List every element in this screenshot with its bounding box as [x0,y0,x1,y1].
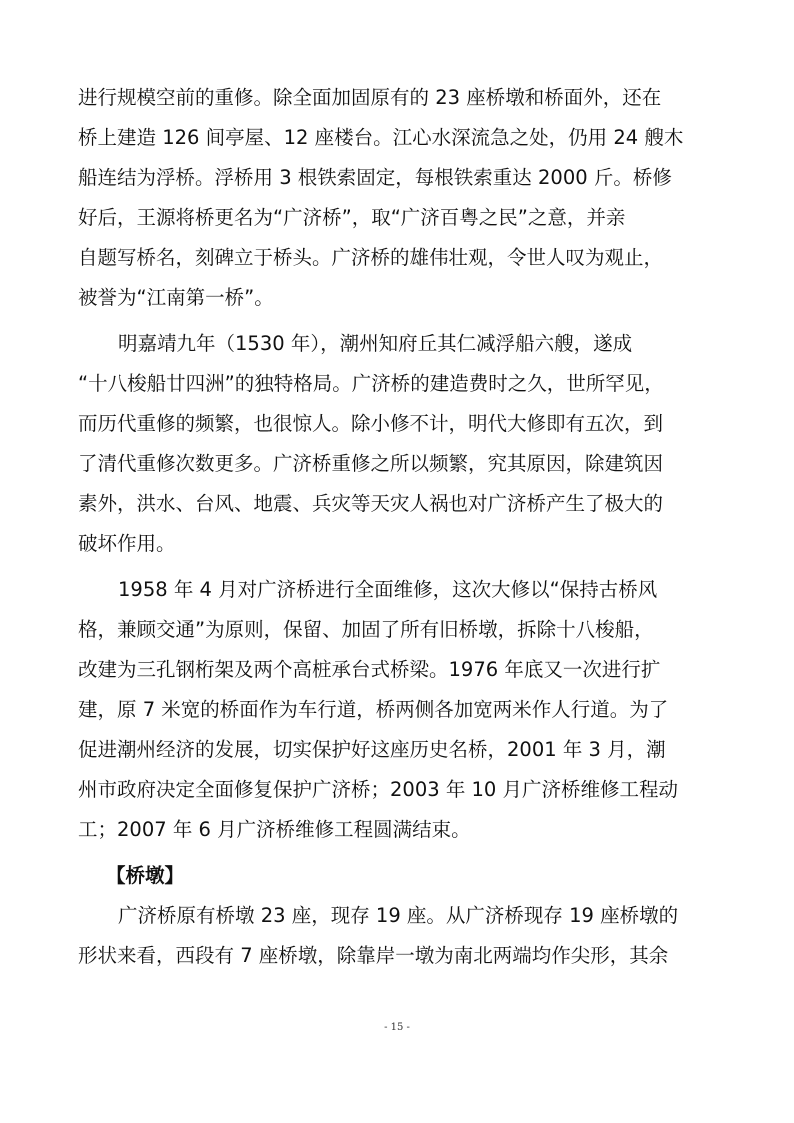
paragraph-4 [78,896,718,976]
paragraph-3 [78,570,718,850]
body-text [78,78,718,976]
text-line: 桥上建造 126 间亭屋、12 座楼台。江心水深流急之处，仍用 24 艘木 [78,126,684,149]
section-heading: 【桥墩】 [106,864,185,887]
text-line: 改建为三孔钢桁架及两个高桩承台式桥梁。1976 年底又一次进行扩 [78,658,661,681]
text-line: 州市政府决定全面修复保护广济桥；2003 年 10 月广济桥维修工程动 [78,778,679,801]
text-line: 破坏作用。 [78,532,176,555]
paragraph-1 [78,78,718,318]
text-line: 进行规模空前的重修。除全面加固原有的 23 座桥墩和桥面外，还在 [78,86,662,109]
text-line: 格，兼顾交通”为原则，保留、加固了所有旧桥墩，拆除十八梭船， [78,618,654,641]
text-line: 自题写桥名，刻碑立于桥头。广济桥的雄伟壮观，令世人叹为观止， [78,246,664,269]
text-line: 被誉为“江南第一桥”。 [78,286,274,309]
text-line: 素外，洪水、台风、地震、兵灾等天灾人祸也对广济桥产生了极大的 [78,492,664,515]
text-line: “十八梭船廿四洲”的独特格局。广济桥的建造费时之久，世所罕见， [78,372,664,395]
page-number: - 15 - [384,1022,410,1033]
text-line: 明嘉靖九年（1530 年），潮州知府丘其仁减浮船六艘，遂成 [118,332,633,355]
paragraph-2 [78,324,718,564]
text-line: 船连结为浮桥。浮桥用 3 根铁索固定，每根铁索重达 2000 斤。桥修 [78,166,672,189]
text-line: 1958 年 4 月对广济桥进行全面维修，这次大修以“保持古桥风 [118,578,658,601]
text-line: 了清代重修次数更多。广济桥重修之所以频繁，究其原因，除建筑因 [78,452,664,475]
text-line: 形状来看，西段有 7 座桥墩，除靠岸一墩为南北两端均作尖形，其余 [78,944,669,967]
text-line: 而历代重修的频繁，也很惊人。除小修不计，明代大修即有五次，到 [78,412,664,435]
text-line: 建，原 7 米宽的桥面作为车行道，桥两侧各加宽两米作人行道。为了 [78,698,669,721]
text-line: 促进潮州经济的发展，切实保护好这座历史名桥，2001 年 3 月，潮 [78,738,666,761]
text-line: 工；2007 年 6 月广济桥维修工程圆满结束。 [78,818,471,841]
text-line: 好后，王源将桥更名为“广济桥”，取“广济百粤之民”之意，并亲 [78,206,626,229]
text-line: 广济桥原有桥墩 23 座，现存 19 座。从广济桥现存 19 座桥墩的 [118,904,679,927]
